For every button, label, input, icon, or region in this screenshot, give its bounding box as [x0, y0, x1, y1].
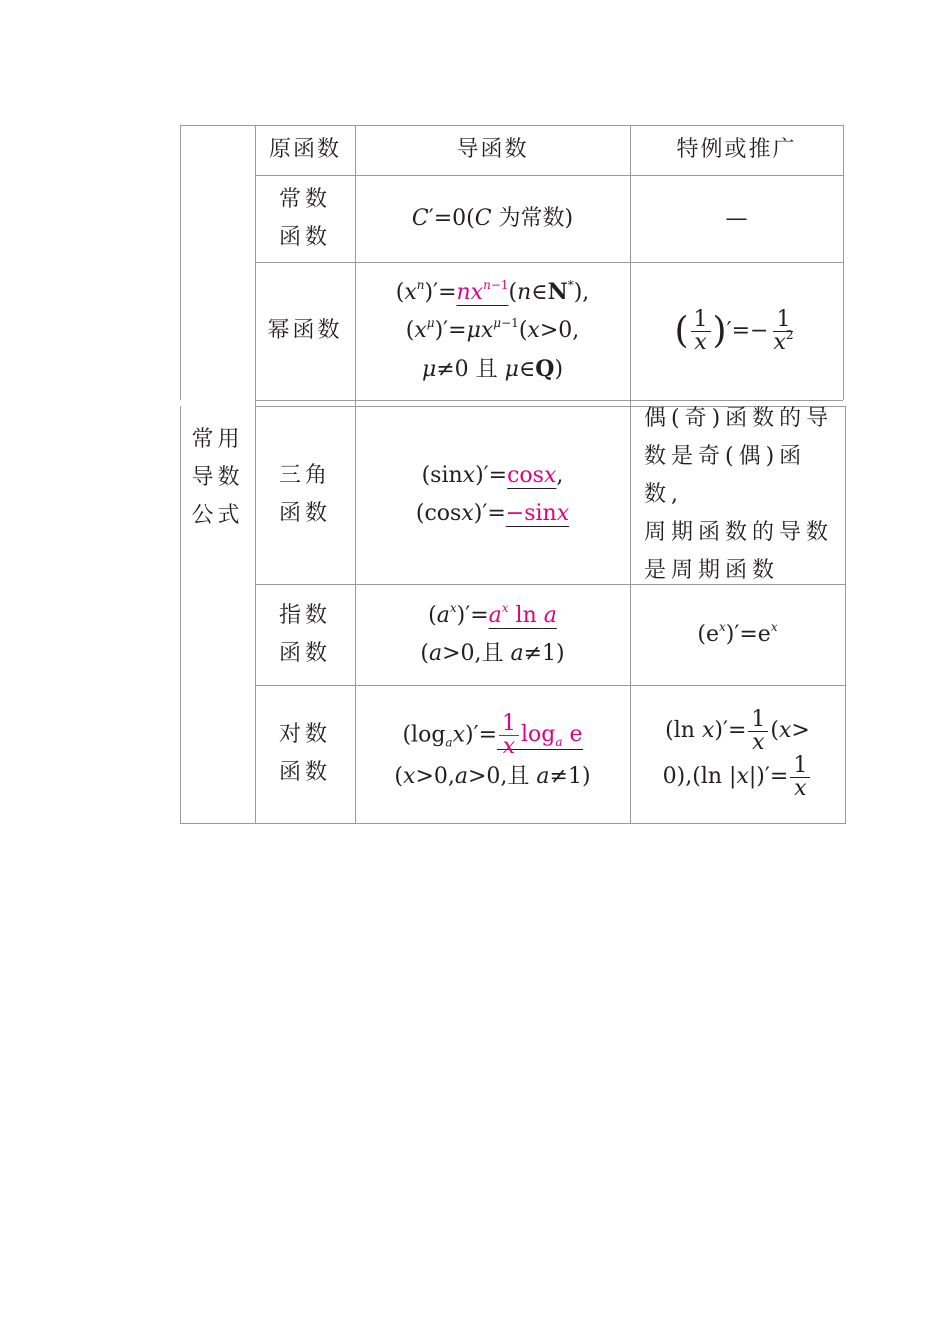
special-line: 偶(奇)函数的导	[644, 406, 834, 431]
special-line: 数是奇(偶)函数,	[644, 444, 807, 507]
logarithmic-special	[630, 685, 845, 823]
group-label-line: 公式	[191, 503, 244, 528]
trig-special	[630, 406, 845, 584]
name-line: 函数	[278, 760, 331, 785]
constant-derivative-formula: C′=0(C 为常数)	[411, 205, 574, 231]
trig-derivative-line1: (sinx)′=cosx,	[421, 463, 564, 488]
rule-left-upper	[180, 125, 181, 400]
constant-special: —	[725, 205, 748, 231]
trig-derivative	[355, 406, 630, 584]
constant-function-name	[255, 175, 355, 262]
power-derivative-line1: $(x^n)'=nx^{n-1}(n\in N^*)$,	[395, 278, 590, 305]
power-derivative	[355, 262, 630, 400]
name-line: 函数	[278, 640, 331, 666]
group-label-line: 常用	[191, 427, 244, 452]
exponential-special	[630, 584, 845, 685]
name-line: 指数	[278, 602, 331, 628]
rule-bottom	[180, 823, 845, 824]
exponential-derivative-line2: (a>0,且 a≠1)	[420, 640, 565, 666]
exponential-derivative-line1: $(a^x)'=a^x$ ln a	[428, 600, 557, 628]
header-original-function: 原函数	[268, 137, 341, 162]
rule-right-upper	[843, 125, 844, 400]
special-line: 周期函数的导数	[644, 520, 834, 545]
trig-function-name	[255, 406, 355, 584]
logarithmic-special-line1: (ln x)′= $\frac{1}{x}$ (x>	[665, 706, 810, 755]
group-label	[180, 420, 255, 536]
power-derivative-line2: $(x^\mu)'=\mu x^{\mu-1}(x>0$,	[405, 316, 580, 343]
name-line: 函数	[278, 224, 331, 250]
rule-right-lower	[845, 406, 846, 824]
name-line: 常数	[278, 186, 331, 212]
logarithmic-function-name	[255, 685, 355, 823]
power-function-name: 幂函数	[267, 318, 343, 343]
exponential-derivative	[355, 584, 630, 685]
logarithmic-derivative-line2: (x>0,a>0,且 a≠1)	[394, 763, 591, 789]
special-line: 是周期函数	[644, 558, 780, 583]
logarithmic-derivative-line1: $(\log_ax)'=$ $\frac{1}{x}$ $\log_a e$	[402, 710, 583, 759]
exponential-function-name	[255, 584, 355, 685]
header-derivative: 导函数	[456, 137, 529, 162]
header-special-case: 特例或推广	[676, 137, 797, 162]
logarithmic-special-line2: 0),(ln |x|)′= $\frac{1}{x}$	[663, 754, 813, 800]
trig-derivative-line2: (cosx)′=−sinx	[415, 501, 570, 526]
logarithmic-derivative	[355, 685, 630, 823]
constant-derivative	[355, 175, 630, 262]
power-special-formula: ( $\frac{1}{x}$ )′=− $\frac{1}{x^2}$	[674, 306, 794, 355]
exponential-special-formula: $(e^x)'=e^x$	[697, 619, 778, 647]
name-line: 三角	[278, 463, 331, 488]
power-derivative-line3: μ≠0 且 μ∈Q)	[421, 356, 564, 382]
name-line: 函数	[278, 501, 331, 526]
group-label-line: 导数	[191, 465, 244, 490]
name-line: 对数	[278, 722, 331, 747]
power-special	[630, 262, 843, 400]
